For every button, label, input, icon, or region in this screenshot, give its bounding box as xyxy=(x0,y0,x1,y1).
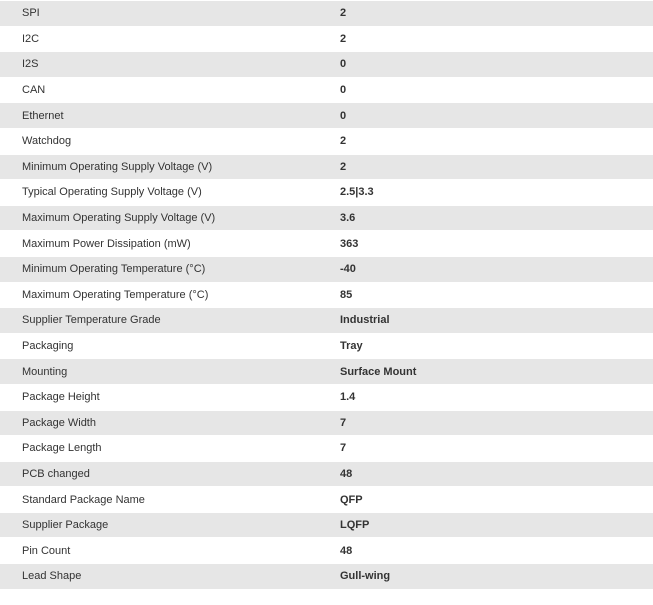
spec-label: Maximum Operating Supply Voltage (V) xyxy=(0,205,339,231)
spec-label: I2S xyxy=(0,52,339,78)
spec-value: Gull-wing xyxy=(339,564,653,590)
spec-label: Typical Operating Supply Voltage (V) xyxy=(0,180,339,206)
spec-row xyxy=(0,282,653,308)
spec-value: 2 xyxy=(339,128,653,154)
spec-value: 48 xyxy=(339,538,653,564)
spec-row xyxy=(0,461,653,487)
spec-value: -40 xyxy=(339,256,653,282)
spec-row xyxy=(0,154,653,180)
spec-value: 48 xyxy=(339,461,653,487)
spec-label: Packaging xyxy=(0,333,339,359)
specifications-body xyxy=(0,1,653,589)
spec-value: 3.6 xyxy=(339,205,653,231)
spec-row xyxy=(0,436,653,462)
spec-label: CAN xyxy=(0,77,339,103)
spec-row xyxy=(0,256,653,282)
spec-value: Tray xyxy=(339,333,653,359)
spec-label: Maximum Power Dissipation (mW) xyxy=(0,231,339,257)
spec-value: 85 xyxy=(339,282,653,308)
spec-value: 363 xyxy=(339,231,653,257)
spec-row xyxy=(0,487,653,513)
spec-value: 2 xyxy=(339,1,653,26)
spec-row xyxy=(0,410,653,436)
spec-label: PCB changed xyxy=(0,461,339,487)
spec-row xyxy=(0,1,653,26)
spec-row xyxy=(0,512,653,538)
spec-row xyxy=(0,26,653,52)
spec-value: 0 xyxy=(339,52,653,78)
spec-value: 1.4 xyxy=(339,384,653,410)
spec-value: Surface Mount xyxy=(339,359,653,385)
spec-row xyxy=(0,180,653,206)
spec-row xyxy=(0,333,653,359)
spec-label: Standard Package Name xyxy=(0,487,339,513)
spec-value: 2.5|3.3 xyxy=(339,180,653,206)
spec-label: Minimum Operating Temperature (°C) xyxy=(0,256,339,282)
spec-row xyxy=(0,384,653,410)
spec-value: 0 xyxy=(339,103,653,129)
spec-label: Supplier Temperature Grade xyxy=(0,308,339,334)
spec-label: Mounting xyxy=(0,359,339,385)
spec-label: I2C xyxy=(0,26,339,52)
spec-row xyxy=(0,359,653,385)
spec-label: Maximum Operating Temperature (°C) xyxy=(0,282,339,308)
spec-value: 0 xyxy=(339,77,653,103)
spec-value: 7 xyxy=(339,436,653,462)
spec-row xyxy=(0,52,653,78)
spec-label: Package Width xyxy=(0,410,339,436)
spec-row xyxy=(0,308,653,334)
spec-label: SPI xyxy=(0,1,339,26)
spec-row xyxy=(0,205,653,231)
spec-label: Pin Count xyxy=(0,538,339,564)
spec-value: 7 xyxy=(339,410,653,436)
spec-row xyxy=(0,564,653,590)
spec-row xyxy=(0,538,653,564)
spec-value: QFP xyxy=(339,487,653,513)
spec-row xyxy=(0,77,653,103)
spec-label: Lead Shape xyxy=(0,564,339,590)
spec-row xyxy=(0,103,653,129)
spec-value: LQFP xyxy=(339,512,653,538)
spec-label: Package Height xyxy=(0,384,339,410)
spec-row xyxy=(0,128,653,154)
spec-label: Watchdog xyxy=(0,128,339,154)
spec-label: Package Length xyxy=(0,436,339,462)
spec-value: Industrial xyxy=(339,308,653,334)
spec-value: 2 xyxy=(339,26,653,52)
spec-value: 2 xyxy=(339,154,653,180)
spec-label: Ethernet xyxy=(0,103,339,129)
spec-row xyxy=(0,231,653,257)
specifications-table xyxy=(0,1,653,590)
spec-label: Minimum Operating Supply Voltage (V) xyxy=(0,154,339,180)
spec-label: Supplier Package xyxy=(0,512,339,538)
